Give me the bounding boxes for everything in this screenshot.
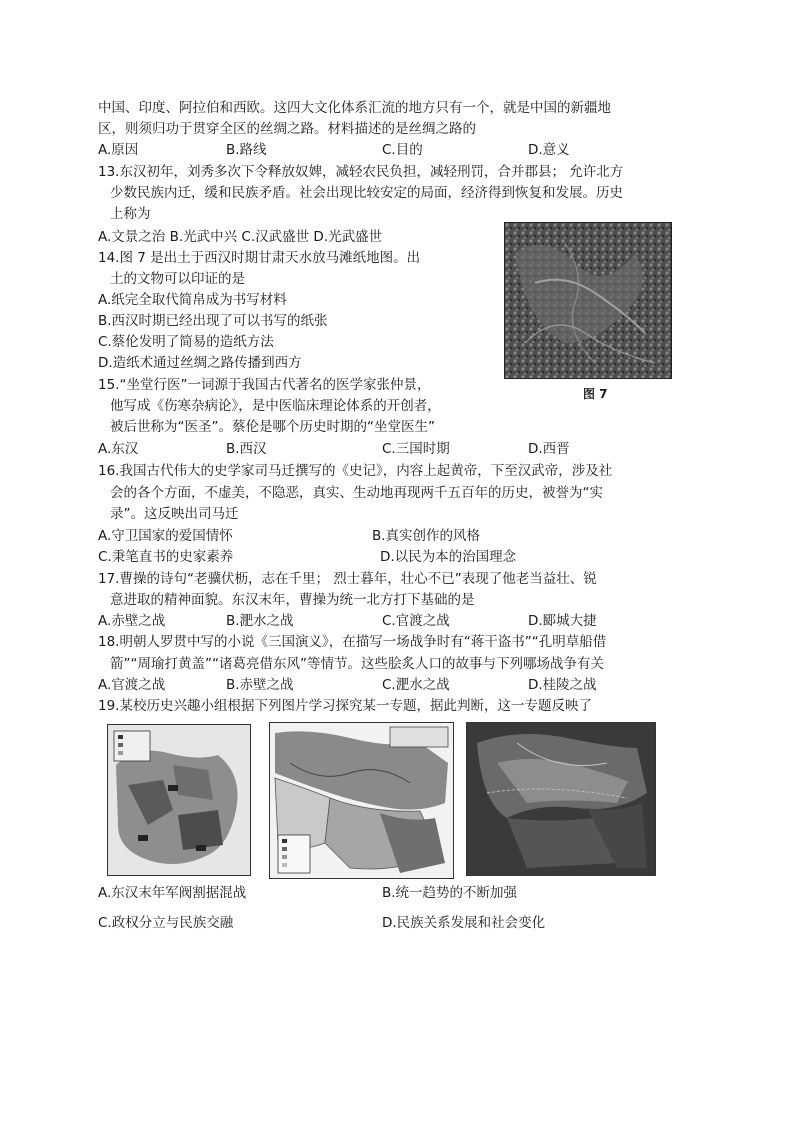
q18-line2: 箭”“周瑜打黄盖”“诸葛亮借东风”等情节。这些脍炙人口的故事与下列哪场战争有关 <box>110 656 604 672</box>
q17-option-b: B.淝水之战 <box>226 613 294 629</box>
q13-line2: 少数民族内迁，缓和民族矛盾。社会出现比较安定的局面，经济得到恢复和发展。历史 <box>110 185 623 201</box>
q17-line1: 17.曹操的诗句“老骥伏枥，志在千里； 烈士暮年，壮心不已”表现了他老当益壮、锐 <box>98 571 597 587</box>
q18-option-b: B.赤壁之战 <box>226 677 294 693</box>
q17-line2: 意进取的精神面貌。东汉末年，曹操为统一北方打下基础的是 <box>110 592 475 608</box>
q19-line1: 19.某校历史兴趣小组根据下列图片学习探究某一专题，据此判断，这一专题反映了 <box>98 698 592 714</box>
q12-option-b: B.路线 <box>226 142 267 158</box>
q16-line1: 16.我国古代伟大的史学家司马迁撰写的《史记》，内容上起黄帝，下至汉武帝，涉及社 <box>98 463 613 479</box>
q13-line1: 13.东汉初年，刘秀多次下令释放奴婢，减轻农民负担，减轻刑罚，合并郡县； 允许北方 <box>98 164 624 180</box>
q12-line1: 中国、印度、阿拉伯和西欧。这四大文化体系汇流的地方只有一个，就是中国的新疆地 <box>98 100 611 116</box>
q14-option-c: C.蔡伦发明了简易的造纸方法 <box>98 334 274 350</box>
q18-option-a: A.官渡之战 <box>98 677 166 693</box>
q18-option-d: D.桂陵之战 <box>528 677 597 693</box>
map-3-minority-regimes <box>466 722 656 876</box>
q15-line3: 被后世称为“医圣”。蔡伦是哪个历史时期的“坐堂医生” <box>110 419 435 435</box>
map-2-three-kingdoms <box>269 722 454 879</box>
q15-option-d: D.西晋 <box>528 441 570 457</box>
q15-line1: 15.“坐堂行医”一词源于我国古代著名的医学家张仲景， <box>98 377 431 393</box>
q16-option-a: A.守卫国家的爱国情怀 <box>98 528 233 544</box>
q12-option-c: C.目的 <box>382 142 423 158</box>
q17-option-c: C.官渡之战 <box>382 613 450 629</box>
q14-option-a: A.纸完全取代简帛成为书写材料 <box>98 292 287 308</box>
q17-option-a: A.赤壁之战 <box>98 613 166 629</box>
q14-option-d: D.造纸术通过丝绸之路传播到西方 <box>98 355 302 371</box>
q12-line2: 区，则须归功于贯穿全区的丝绸之路。材料描述的是丝绸之路的 <box>98 121 476 137</box>
q15-option-a: A.东汉 <box>98 441 139 457</box>
q18-option-c: C.淝水之战 <box>382 677 450 693</box>
map-1-eastern-han-warlords <box>107 724 251 876</box>
q16-option-d: D.以民为本的治国理念 <box>380 549 517 565</box>
q14-option-b: B.西汉时期已经出现了可以书写的纸张 <box>98 313 328 329</box>
q15-option-c: C.三国时期 <box>382 441 450 457</box>
q19-option-c: C.政权分立与民族交融 <box>98 915 234 931</box>
figure-7-caption: 图 7 <box>583 387 608 401</box>
q14-line2: 土的文物可以印证的是 <box>110 271 245 287</box>
q16-line2: 会的各个方面，不虚美，不隐恶，真实、生动地再现两千五百年的历史，被誉为“实 <box>110 485 603 501</box>
q16-option-b: B.真实创作的风格 <box>372 528 481 544</box>
q15-line2: 他写成《伤寒杂病论》，是中医临床理论体系的开创者， <box>110 398 441 414</box>
q18-line1: 18.明朝人罗贯中写的小说《三国演义》，在描写一场战争时有“蒋干盗书”“孔明草船借 <box>98 634 607 650</box>
q16-option-c: C.秉笔直书的史家素养 <box>98 549 234 565</box>
q16-line3: 录”。这反映出司马迁 <box>110 506 239 522</box>
q19-option-d: D.民族关系发展和社会变化 <box>382 915 546 931</box>
q12-option-a: A.原因 <box>98 142 139 158</box>
q19-option-b: B.统一趋势的不断加强 <box>382 885 518 901</box>
q14-line1: 14.图 7 是出土于西汉时期甘肃天水放马滩纸地图。出 <box>98 250 421 266</box>
q15-option-b: B.西汉 <box>226 441 267 457</box>
q12-option-d: D.意义 <box>528 142 570 158</box>
q19-option-a: A.东汉末年军阀割据混战 <box>98 885 247 901</box>
q17-option-d: D.郾城大捷 <box>528 613 597 629</box>
q13-options: A.文景之治 B.光武中兴 C.汉武盛世 D.光武盛世 <box>98 229 383 245</box>
q13-line3: 上称为 <box>110 206 151 222</box>
figure-7-paper-map <box>504 222 672 379</box>
